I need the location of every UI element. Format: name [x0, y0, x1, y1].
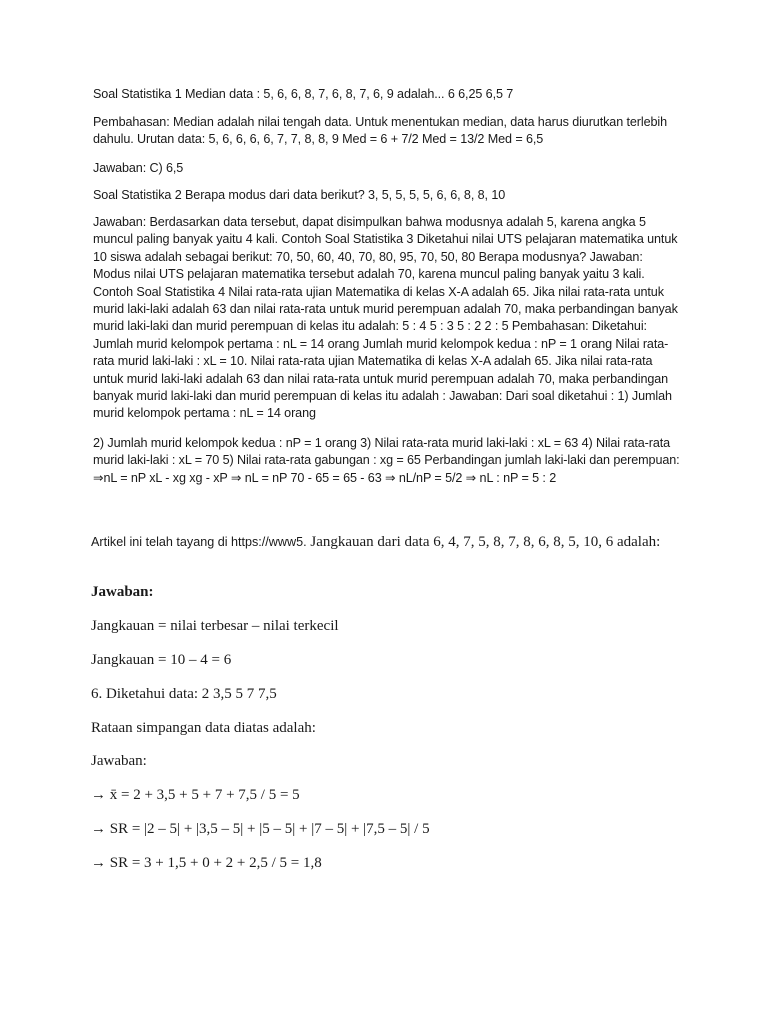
question-6-question: Rataan simpangan data diatas adalah: [91, 720, 316, 736]
question-6-answer-label: Jawaban: [91, 753, 147, 769]
sr-formula: → SR = |2 – 5| + |3,5 – 5| + |5 – 5| + |7 – 5| + |7,5 – 5| / 5 [91, 821, 430, 837]
question-1-discussion: Pembahasan: Median adalah nilai tengah data. Untuk menentukan median, data harus diurutkan terlebih dahulu. Urutan data: 5, 6, 6, 6, 6, 7, 7, 8, 8, 9 Med = 6 + 7/2 Med = 13/2 Med = 6,5 [93, 115, 668, 147]
ratio-paragraph: 2) Jumlah murid kelompok kedua : nP = 1 orang 3) Nilai rata-rata murid laki-laki : xL = 63 4) Nilai rata-rata murid laki-laki : xL = 70 5) Nilai rata-rata gabungan : xg = 65 Perbandingan jumlah laki-laki dan perempuan: ⇒nL = nP xL - xg xg - xP ⇒ nL = nP 70 - 65 = 65 - 63 ⇒ nL/nP = 5/2 ⇒ nL : nP = 5 : 2 [93, 436, 680, 485]
question-6-label: Diketahui data [102, 686, 194, 702]
question-1-text: Soal Statistika 1 Median data : 5, 6, 6, 8, 7, 6, 8, 7, 6, 9 adalah... 6 6,25 6,5 7 [93, 87, 514, 101]
question-1-answer: Jawaban: C) 6,5 [93, 161, 184, 175]
article-source-text: Artikel ini telah tayang di https://www5. [91, 535, 307, 549]
sr-result: → SR = 3 + 1,5 + 0 + 2 + 2,5 / 5 = 1,8 [91, 855, 322, 871]
range-question [91, 534, 671, 551]
question-6-number: 6. [91, 686, 103, 702]
question-6-values: : 2 3,5 5 7 7,5 [193, 686, 277, 702]
range-result: Jangkauan = 10 – 4 = 6 [91, 652, 232, 668]
mean-calculation: → x̄ = 2 + 3,5 + 5 + 7 + 7,5 / 5 = 5 [91, 787, 300, 803]
range-question-text: Jangkauan dari data 6, 4, 7, 5, 8, 7, 8, 6, 8, 5, 10, 6 adalah: [306, 534, 661, 550]
range-formula: Jangkauan = nilai terbesar – nilai terkecil [91, 618, 339, 634]
question-2-text: Soal Statistika 2 Berapa modus dari data berikut? 3, 5, 5, 5, 5, 6, 6, 8, 8, 10 [93, 188, 506, 202]
question-6-data [91, 686, 671, 703]
answer-heading: Jawaban: [91, 584, 154, 600]
answer-paragraph-long: Jawaban: Berdasarkan data tersebut, dapat disimpulkan bahwa modusnya adalah 5, karena angka 5 muncul paling banyak yaitu 4 kali. Contoh Soal Statistika 3 Diketahui nilai UTS pelajaran matematika untuk 10 siswa adalah sebagai berikut: 70, 50, 60, 40, 70, 80, 95, 70, 50, 80 Berapa modusnya? Jawaban: Modus nilai UTS pelajaran matematika tersebut adalah 70, karena muncul paling banyak yaitu 3 kali. Contoh Soal Statistika 4 Nilai rata-rata ujian Matematika di kelas X-A adalah 65. Jika nilai rata-rata untuk murid laki-laki adalah 63 dan nilai rata-rata untuk murid perempuan adalah 70, maka perbandingan banyak murid laki-laki dan murid perempuan di kelas itu adalah: 5 : 4 5 : 3 5 : 2 2 : 5 Pembahasan: Diketahui: Jumlah murid kelompok pertama : nL = 14 orang Jumlah murid kelompok kedua : nP = 1 orang Nilai rata-rata murid laki-laki : xL = 10. Nilai rata-rata ujian Matematika di kelas X-A adalah 65. Jika nilai rata-rata untuk murid laki-laki adalah 63 dan nilai rata-rata untuk murid perempuan adalah 70, maka perbandingan banyak murid laki-laki dan murid perempuan di kelas itu adalah : Jawaban: Dari soal diketahui : 1) Jumlah murid kelompok pertama : nL = 14 orang [93, 215, 678, 421]
